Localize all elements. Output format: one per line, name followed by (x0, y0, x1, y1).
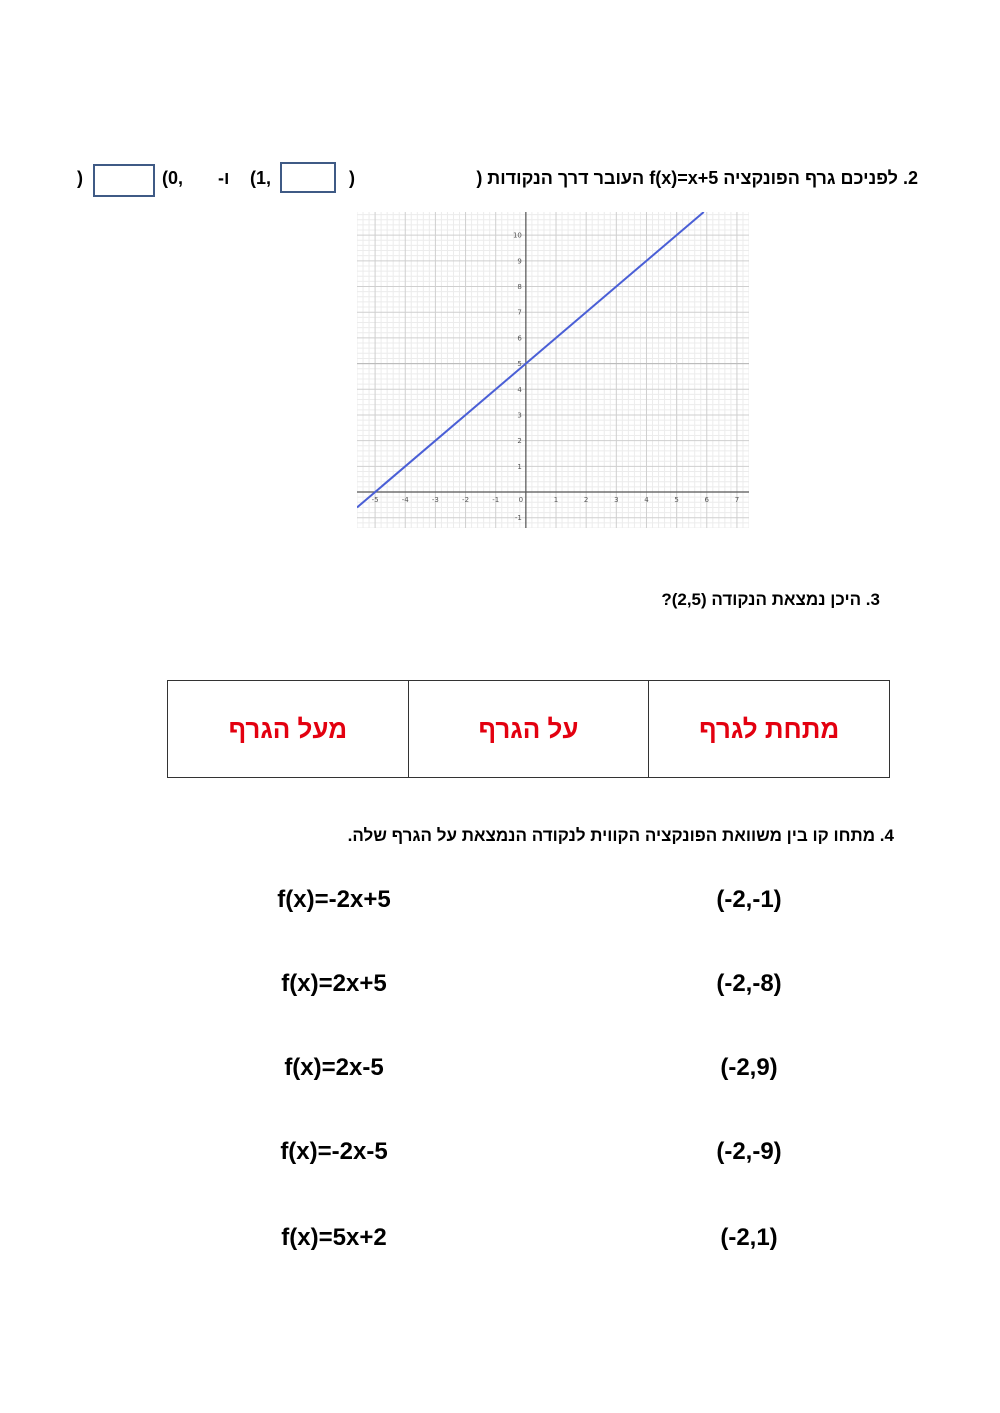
connector-text: ו- (218, 168, 230, 188)
x-tick-label: 7 (734, 496, 740, 505)
equation-item[interactable]: f(x)=-2x-5 (280, 1138, 388, 1165)
axes (357, 212, 749, 528)
q4-text: 4. מתחו קו בין משוואת הפונקציה הקווית לנקודה הנמצאת על הגרף שלה. (347, 826, 894, 845)
y-tick-label: 3 (517, 411, 522, 420)
point1-close: ) (349, 168, 355, 188)
x-tick-label: -4 (401, 496, 409, 505)
point-item[interactable]: (-2,-9) (716, 1138, 782, 1165)
point-item[interactable]: (-2,1) (720, 1224, 778, 1251)
equation-item[interactable]: f(x)=5x+2 (281, 1224, 387, 1251)
x-tick-label: 0 (518, 496, 524, 505)
y-tick-label: 1 (517, 462, 522, 471)
option-on-graph[interactable]: על הגרף (408, 681, 649, 777)
answer-options-table (167, 680, 890, 778)
x-tick-label: -3 (431, 496, 439, 505)
x-tick-label: 6 (704, 496, 710, 505)
point-item[interactable]: (-2,9) (720, 1054, 778, 1081)
x-tick-label: 2 (583, 496, 589, 505)
y-tick-label: 7 (517, 308, 522, 317)
y-tick-label: 2 (517, 437, 522, 446)
major-grid (357, 212, 749, 528)
function-graph (357, 212, 749, 528)
x-tick-label: 3 (614, 496, 619, 505)
function-line (357, 212, 704, 507)
x-tick-label: -1 (492, 496, 500, 505)
point2-suffix: (0, (162, 168, 184, 188)
option-above-graph[interactable]: מעל הגרף (228, 713, 348, 744)
minor-grid (357, 212, 749, 528)
point-item[interactable]: (-2,-8) (716, 970, 782, 997)
tick-labels (372, 232, 740, 523)
y-tick-label: 10 (512, 231, 522, 240)
y-tick-label: 6 (517, 334, 522, 343)
point1-prefix: (1, (250, 168, 272, 188)
x-tick-label: 4 (644, 496, 649, 505)
x-tick-label: 1 (553, 496, 559, 505)
point-item[interactable]: (-2,-1) (716, 886, 782, 913)
x-tick-label: -5 (371, 496, 379, 505)
y-tick-label: 9 (517, 257, 522, 266)
point2-close: ) (77, 168, 83, 188)
x-tick-label: -2 (462, 496, 470, 505)
y-tick-label: -1 (514, 514, 522, 523)
equation-item[interactable]: f(x)=-2x+5 (277, 886, 391, 913)
y-tick-label: 5 (517, 360, 522, 369)
equation-item[interactable]: f(x)=2x+5 (281, 970, 387, 997)
answer-box-point1-y[interactable] (280, 162, 336, 193)
equation-item[interactable]: f(x)=2x-5 (284, 1054, 384, 1081)
q2-main-text: 2. לפניכם גרף הפונקציה f(x)=x+5 העובר דרך הנקודות ( (476, 168, 918, 188)
option-below-graph[interactable]: מתחת לגרף (648, 681, 889, 777)
answer-box-point2-x[interactable] (93, 164, 155, 197)
y-tick-label: 8 (517, 283, 522, 292)
x-tick-label: 5 (674, 496, 679, 505)
q3-text: 3. היכן נמצאת הנקודה (2,5)? (661, 590, 880, 609)
y-tick-label: 4 (517, 385, 522, 394)
